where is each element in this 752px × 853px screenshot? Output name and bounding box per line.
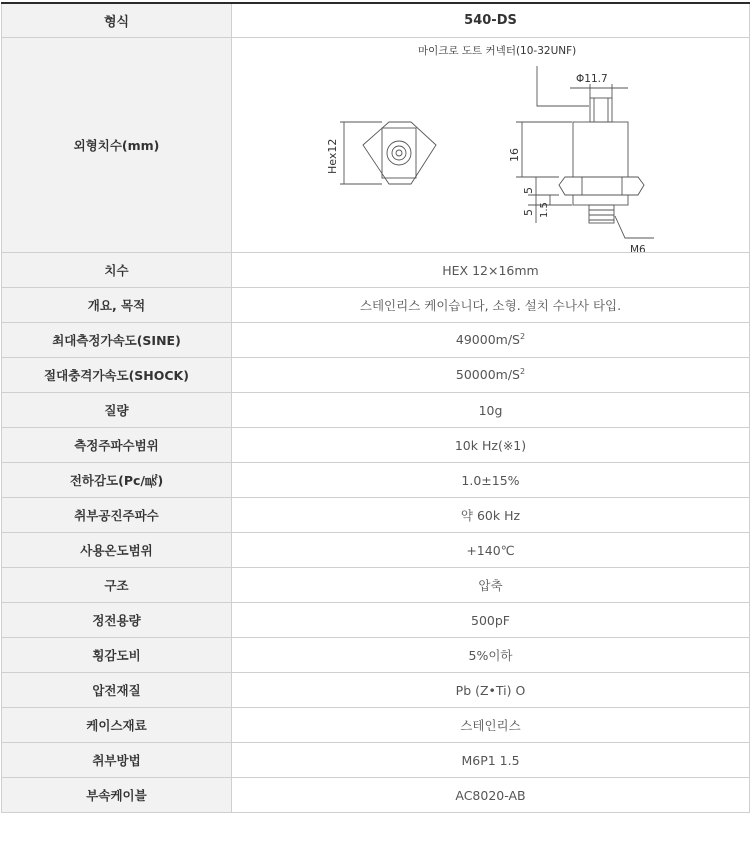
hex-outline: [363, 122, 436, 184]
spec-value: 1.0±15%: [232, 463, 750, 498]
spec-value: Pb (Z•Ti) O: [232, 673, 750, 708]
spec-value: [232, 323, 750, 358]
spec-label: 전하감도(Pc/㎨): [2, 463, 232, 498]
spec-value: 500pF: [232, 603, 750, 638]
connector-outer-circle: [387, 141, 411, 165]
spec-row: [2, 568, 750, 603]
spec-value: 압축: [232, 568, 750, 603]
spec-label: 개요, 목적: [2, 288, 232, 323]
spec-label: 질량: [2, 393, 232, 428]
spec-value: M6P1 1.5: [232, 743, 750, 778]
sensor-body: [573, 122, 628, 177]
spec-value: 10g: [232, 393, 750, 428]
spec-row: [2, 288, 750, 323]
spec-row: [2, 253, 750, 288]
spec-row: [2, 778, 750, 813]
spec-value-sup: 2: [520, 367, 526, 377]
spec-value: 스테인리스 케이습니다, 소형. 설치 수나사 타입.: [232, 288, 750, 323]
sensor-hex-base: [559, 177, 644, 195]
dimension-row: [2, 38, 750, 253]
spec-row: [2, 708, 750, 743]
spec-row: [2, 393, 750, 428]
connector-head: [590, 98, 612, 122]
spec-value: 스테인리스: [232, 708, 750, 743]
connector-core-circle: [396, 150, 402, 156]
spec-label: 사용온도범위: [2, 533, 232, 568]
spec-label: 취부공진주파수: [2, 498, 232, 533]
spec-row: [2, 673, 750, 708]
dimension-drawing: [232, 38, 750, 252]
spec-row: [2, 638, 750, 673]
spec-value: HEX 12×16mm: [232, 253, 750, 288]
spec-value-text: 49000m/S: [455, 332, 520, 348]
spec-label: 최대측정가속도(SINE): [2, 323, 232, 358]
spec-label: 절대충격가속도(SHOCK): [2, 358, 232, 393]
spec-row: [2, 533, 750, 568]
spec-label: 압전재질: [2, 673, 232, 708]
height-16-label: 16: [508, 148, 521, 162]
header-label: 형식: [2, 3, 232, 38]
dimension-label: 외형치수(mm): [2, 38, 232, 253]
spec-row: [2, 323, 750, 358]
spec-table: [1, 2, 750, 813]
dimension-drawing-cell: [232, 38, 750, 253]
header-value: 540-DS: [232, 3, 750, 38]
spec-label: 구조: [2, 568, 232, 603]
spec-value: +140℃: [232, 533, 750, 568]
height-5a-label: 5: [522, 187, 535, 194]
spec-row: [2, 428, 750, 463]
header-row: [2, 3, 750, 38]
spec-label: 측정주파수범위: [2, 428, 232, 463]
connector-inner-circle: [392, 146, 406, 160]
spec-label: 케이스재료: [2, 708, 232, 743]
spec-row: [2, 603, 750, 638]
connector-label: 마이크로 도트 커넥터(10-32UNF): [418, 45, 577, 57]
spec-row: [2, 498, 750, 533]
spec-row: [2, 358, 750, 393]
height-5b-label: 5: [522, 209, 535, 216]
spec-row: [2, 463, 750, 498]
spec-label: 치수: [2, 253, 232, 288]
height-15-label: 1.5: [539, 202, 550, 218]
spec-value: [232, 358, 750, 393]
diameter-label: Φ11.7: [576, 73, 608, 85]
spec-value-sup: 2: [520, 332, 526, 342]
thread-label: M6: [630, 244, 646, 252]
spec-label: 정전용량: [2, 603, 232, 638]
spec-value-text: 50000m/S: [455, 367, 520, 383]
spec-value: 5%이하: [232, 638, 750, 673]
spec-value: 10k Hz(※1): [232, 428, 750, 463]
spec-row: [2, 743, 750, 778]
hex-label: Hex12: [326, 138, 339, 174]
spec-label: 취부방법: [2, 743, 232, 778]
spec-value: 약 60k Hz: [232, 498, 750, 533]
spec-label: 부속케이블: [2, 778, 232, 813]
mounting-flange: [573, 195, 628, 205]
spec-value: AC8020-AB: [232, 778, 750, 813]
spec-label: 횡감도비: [2, 638, 232, 673]
